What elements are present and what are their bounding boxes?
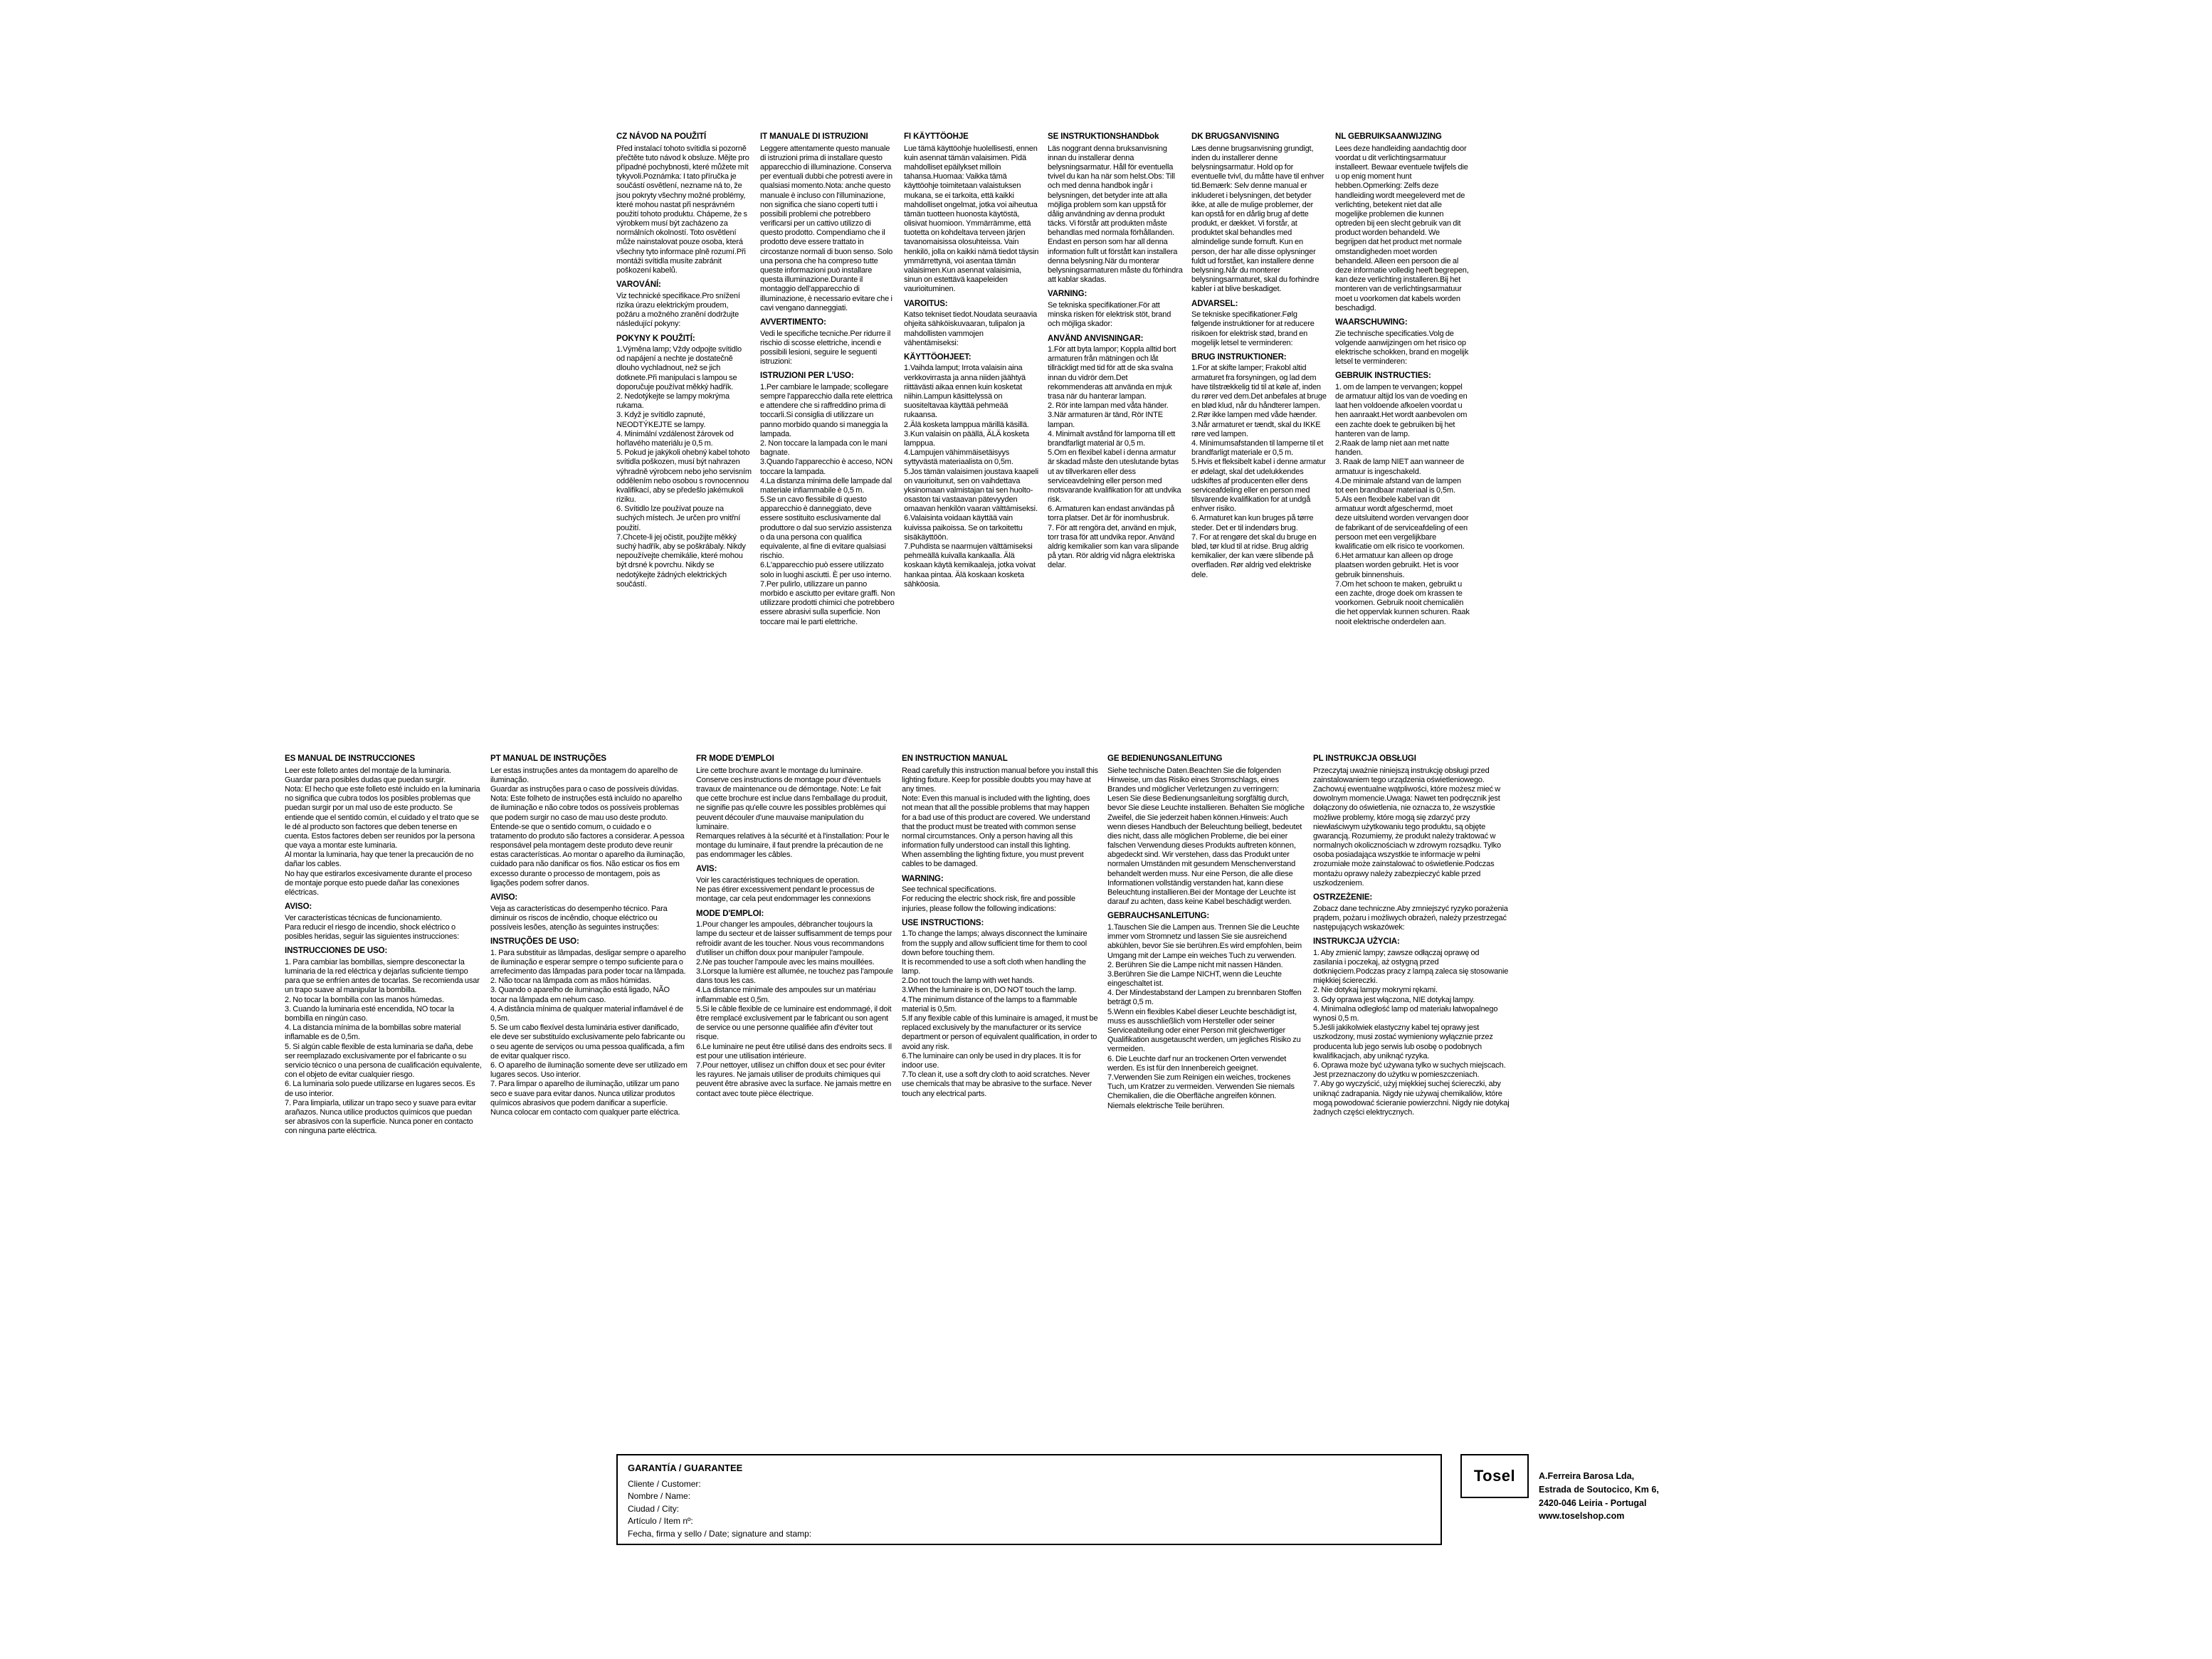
section-subheading: MODE D'EMPLOI: [696,909,764,918]
section-subheading: VARNING: [1048,290,1087,299]
section-subheading: GEBRUIK INSTRUCTIES: [1335,372,1431,381]
guarantee-box [616,1454,1442,1545]
section-subheading: VAROVÁNÍ: [616,280,661,290]
instruction-paragraph: 1. om de lampen te vervangen; koppel de armatuur altijd los van de voeding en laat hen voldoende afkoelen voordat u hen aanraakt.Het wordt aanbevolen om een zachte doek te gebruiken bij het hanteren van de lamp. 2.Raak de lamp niet aan met natte handen. 3. Raak de lamp NIET aan wanneer de armatuur is ingeschakeld. 4.De minimale afstand van de lampen tot een brandbaar materiaal is 0,5m. 5.Als een flexibele kabel van dit armatuur wordt afgeschermd, moet deze uitsluitend worden vervangen door de fabrikant of de serviceafdeling of een persoon met een vergelijkbare kwalificatie om elk risico te voorkomen. 6.Het armatuur kan alleen op droge plaatsen worden gebruikt. Het is voor gebruik binnenshuis. 7.Om het schoon te maken, gebruikt u een zachte, droge doek om krassen te voorkomen. Gebruik nooit chemicaliën die het oppervlak kunnen schuren. Raak nooit elektrische onderdelen aan. [1335,382,1470,626]
language-heading-fr: FR MODE D'EMPLOI [696,754,774,763]
section-subheading: AVISO: [490,893,518,902]
instruction-paragraph: 1.For at skifte lamper; Frakobl altid armaturet fra forsyningen, og lad dem have tilstrækkelig tid til at køle af, inden du rører ved dem.Det anbefales at bruge en blød klud, når du håndterer lampen. 2.Rør ikke lampen med våde hænder. 3.Når armaturet er tændt, skal du IKKE røre ved lampen. 4. Minimumsafstanden til lamperne til et brandfarligt materiale er 0,5 m. 5.Hvis et fleksibelt kabel i denne armatur er ødelagt, skal det udelukkendes udskiftes af producenten eller dens serviceafdeling eller en person med tilsvarende kvalifikation for at undgå enhver risiko. 6. Armaturet kan kun bruges på tørre steder. Det er til indendørs brug. 7. For at rengøre det skal du bruge en blød, tør klud til at ridse. Brug aldrig kemikalier, der kan være slibende på overfladen. Rør aldrig ved elektriske dele. [1191,364,1327,579]
instruction-paragraph: Leer este folleto antes del montaje de la luminaria. Guardar para posibles dudas que puedan surgir. Nota: El hecho que este folleto esté incluido en la luminaria no significa que cubra todos los posibles problemas que puedan surgir por un mal uso de este producto. Se entiende que el sentido común, el cuidado y el trato que se le dé al producto son factores que deben tenerse en cuenta. Estos factores deben ser reunidos por la persona que vaya a montar este luminaria. Al montar la luminaria, hay que tener la precaución de no dañar los cables. No hay que estirarlos excesivamente durante el proceso de montaje porque esto puede dañar las conexiones eléctricas. [285,766,480,897]
instruction-paragraph: 1. Para cambiar las bombillas, siempre desconectar la luminaria de la red eléctrica y dejarlas suficiente tiempo para que se enfríen antes de tocarlas. Se recomienda usar un trapo suave al manipular la bombilla. 2. No tocar la bombilla con las manos húmedas. 3. Cuando la luminaria esté encendida, NO tocar la bombilla en ningún caso. 4. La distancia mínima de la bombillas sobre material inflamable es de 0,5m. 5. Si algún cable flexible de esta luminaria se daña, debe ser reemplazado exclusivamente por el fabricante o su servicio técnico o una persona de cualificación equivalente, con el objeto de evitar cualquier riesgo. 6. La luminaria solo puede utilizarse en lugares secos. Es de uso interior. 7. Para limpiarla, utilizar un trapo seco y suave para evitar arañazos. Nunca utilice productos químicos que puedan ser abrasivos con la superficie. Nunca poner en contacto con ninguna parte eléctrica. [285,957,482,1136]
language-heading-dk: DK BRUGSANVISNING [1191,132,1280,141]
instruction-paragraph: Zie technische specificaties.Volg de volgende aanwijzingen om het risico op elektrische schokken, brand en mogelijk letsel te verminderen: [1335,329,1469,367]
instruction-paragraph: Voir les caractéristiques techniques de operation. Ne pas étirer excessivement pendant le processus de montage, car cela peut endommager les connexions [696,876,875,904]
language-heading-se: SE INSTRUKTIONSHANDbok [1048,132,1159,141]
language-columns-top [616,132,1627,627]
instruction-paragraph: Lesen Sie diese Bedienungsanleitung sorgfältig durch, bevor Sie diese Leuchte installieren. Behalten Sie mögliche Zweifel, die Sie jederzeit haben können.Hinweis: Auch wenn dieses Handbuch der Beleuchtung beiliegt, bedeutet dies nicht, dass alle möglichen Probleme, die bei einer falschen Verwendung dieses Produkts auftreten können, abgedeckt sind. Wir verstehen, dass das Produkt unter normalen Umständen mit gesundem Menschenverstand behandelt werden muss. Nur eine Person, die alle diese Informationen vollständig verstanden hat, kann diese Beleuchtung installieren.Bei der Montage der Leuchte ist darauf zu achten, dass keine Kabel beschädigt werden. [1107,794,1305,907]
instruction-paragraph: 1.To change the lamps; always disconnect the luminaire from the supply and allow sufficient time for them to cool down before touching them. It is recommended to use a soft cloth when handling the lamp. 2.Do not touch the lamp with wet hands. 3.When the luminaire is on, DO NOT touch the lamp. 4.The minimum distance of the lamps to a flammable material is 0,5m. 5.If any flexible cable of this luminaire is amaged, it must be replaced exclusively by the manufacturer or its service department or person of equivalent qualification, in order to avoid any risk. 6.The luminaire can only be used in dry places. It is for indoor use. 7.To clean it, use a soft dry cloth to aoid scratches. Never use chemicals that may be abrasive to the surface. Never touch any electrical parts. [902,929,1098,1098]
guarantee-field[interactable]: Nombre / Name: [628,1491,691,1502]
instruction-paragraph: 1.För att byta lampor; Koppla alltid bort armaturen från mätningen och låt tillräckligt med tid för att de ska svalna innan du vidrör dem.Det rekommenderas att använda en mjuk trasa när du hanterar lampan. 2. Rör inte lampan med våta händer. 3.När armaturen är tänd, Rör INTE lampan. 4. Minimalt avstånd för lamporna till ett brandfarligt material är 0,5 m. 5.Om en flexibel kabel i denna armatur är skadad måste den uteslutande bytas ut av tillverkaren eller dess serviceavdelning eller person med motsvarande kvalifikation för att undvika risk. 6. Armaturen kan endast användas på torra platser. Det är för inomhusbruk. 7. För att rengöra det, använd en mjuk, torr trasa för att undvika repor. Använd aldrig kemikalier som kan vara slipande på ytan. Rör aldrig vid några elektriska delar. [1048,345,1181,570]
language-column-it [760,132,904,627]
instruction-paragraph: Lire cette brochure avant le montage du luminaire. Conserve ces instructions de montage pour d'éventuels travaux de maintenance ou de démontage. Note: Le fait que cette brochure est inclue dans l'emballage du produit, ne signifie pas qu'elle couvre les possibles problèmes qui peuvent découler d'une mauvaise manipulation du luminaire. Remarques relatives à la sécurité et à l'installation: Pour le montage du luminaire, il faut prendre la précaution de ne pas endommager les câbles. [696,766,890,860]
instruction-paragraph: Se tekniska specifikationer.För att minska risken för elektrisk stöt, brand och möjliga skador: [1048,300,1171,329]
instruction-paragraph: Katso tekniset tiedot.Noudata seuraavia ohjeita sähköiskuvaaran, tulipalon ja mahdollisten vammojen vähentämiseksi: [904,310,1038,347]
brand-box [1460,1454,1795,1545]
instruction-paragraph: See technical specifications. For reducing the electric shock risk, fire and possible injuries, please follow the following indications: [902,885,1075,913]
language-heading-es: ES MANUAL DE INSTRUCCIONES [285,754,416,763]
section-subheading: INSTRUKCJA UŻYCIA: [1313,937,1400,947]
language-column-fi [904,132,1048,589]
section-subheading: INSTRUÇÕES DE USO: [490,937,579,947]
guarantee-field[interactable]: Fecha, firma y sello / Date; signature and stamp: [628,1528,812,1539]
section-subheading: AVISO: [285,902,312,912]
language-column-nl [1335,132,1479,627]
language-column-es [285,754,490,1136]
language-column-dk [1191,132,1335,580]
section-subheading: ADVARSEL: [1191,299,1238,308]
language-heading-fi: FI KÄYTTÖOHJE [904,132,969,141]
language-column-cz [616,132,760,589]
language-columns-bottom [285,754,1929,1136]
language-column-pt [490,754,696,1117]
instruction-paragraph: Veja as características do desempenho técnico. Para diminuir os riscos de incêndio, choque eléctrico ou possíveis lesões, atenção às seguintes instruções: [490,904,668,932]
section-subheading: ISTRUZIONI PER L'USO: [760,372,854,381]
section-subheading: WAARSCHUWING: [1335,317,1408,327]
section-subheading: BRUG INSTRUKTIONER: [1191,352,1287,362]
language-heading-it: IT MANUALE DI ISTRUZIONI [760,132,868,141]
language-column-fr [696,754,902,1099]
section-subheading: VAROITUS: [904,299,948,308]
instruction-paragraph: 1.Výměna lamp; Vždy odpojte svítidlo od napájení a nechte je dostatečně dlouho vychladnout, než se jich dotknete.Při manipulaci s lampou se doporučuje používat měkký hadřík. 2. Nedotýkejte se lampy mokrýma rukama. 3. Když je svítidlo zapnuté, NEODTÝKEJTE se lampy. 4. Minimální vzdálenost žárovek od hořlavého materiálu je 0,5 m. 5. Pokud je jakýkoli ohebný kabel tohoto svítidla poškozen, musí být nahrazen výhradně výrobcem nebo jeho servisním oddělením nebo osobou s rovnocennou kvalifikací, aby se předešlo jakémukoli riziku. 6. Svítidlo lze používat pouze na suchých místech. Je určen pro vnitřní použití. 7.Chcete-li jej očistit, použijte měkký suchý hadřík, aby se poškrábaly. Nikdy nepoužívejte chemikálie, které mohou být drsné k povrchu. Nikdy se nedotýkejte žádných elektrických součástí. [616,345,752,589]
instruction-paragraph: 1. Aby zmienić lampy; zawsze odłączaj oprawę od zasilania i poczekaj, aż ostygną przed dotknięciem.Podczas pracy z lampą zaleca się stosowanie miękkiej ściereczki. 2. Nie dotykaj lampy mokrymi rękami. 3. Gdy oprawa jest włączona, NIE dotykaj lampy. 4. Minimalna odległość lamp od materiału łatwopalnego wynosi 0,5 m. 5.Jeśli jakikolwiek elastyczny kabel tej oprawy jest uszkodzony, musi zostać wymieniony wyłącznie przez producenta lub jego serwis lub osobę o podobnych kwalifikacjach, aby uniknąć ryzyka. 6. Oprawa może być używana tylko w suchych miejscach. Jest przeznaczony do użytku w pomieszczeniach. 7. Aby go wyczyścić, użyj miękkiej suchej ściereczki, aby uniknąć zadrapania. Nigdy nie używaj chemikaliów, które mogą powodować ścieranie powierzchni. Nigdy nie dotykaj żadnych części elektrycznych. [1313,948,1510,1117]
guarantee-field[interactable]: Artículo / Item nº: [628,1516,693,1527]
instruction-paragraph: Siehe technische Daten.Beachten Sie die folgenden Hinweise, um das Risiko eines Stromschlags, eines Brandes und möglicher Verletzungen zu verringern: [1107,766,1281,794]
instruction-paragraph: 1.Vaihda lamput; Irrota valaisin aina verkkovirrasta ja anna niiden jäähtyä riittävästi aikaa ennen kuin kosketat niihin.Lampun käsittelyssä on suositeltavaa käyttää pehmeää rukaansa. 2.Älä kosketa lamppua märillä käsillä. 3.Kun valaisin on päällä, ÄLÄ kosketa lamppua. 4.Lampujen vähimmäisetäisyys syttyvästä materiaalista on 0,5m. 5.Jos tämän valaisimen joustava kaapeli on vaurioitunut, sen on vaihdettava yksinomaan valmistajan tai sen huolto-osaston tai vastaavan pätevyyden omaavan henkilön vaaran välttämiseksi. 6.Valaisinta voidaan käyttää vain kuivissa paikoissa. Se on tarkoitettu sisäkäyttöön. 7.Puhdista se naarmujen välttämiseksi pehmeällä kuivalla kankaalla. Älä koskaan käytä kemikaaleja, jotka voivat hankaa pintaa. Älä koskaan kosketa sähköosia. [904,364,1039,589]
instruction-paragraph: Read carefully this instruction manual before you install this lighting fixture. Keep for possible doubts you may have at any times. Note: Even this manual is included with the lighting, does not mean that all the possible problems that may happen for a bad use of this product are covered. We understand that the product must be treated with common sense normal circumstances. Only a person having all this information fully understood can install this lighting. When assembling the lighting fixture, you must prevent cables to be damaged. [902,766,1098,869]
language-column-se [1048,132,1191,571]
section-subheading: ANVÄND ANVISNINGAR: [1048,334,1144,343]
tosel-logo: Tosel [1460,1454,1529,1498]
instruction-paragraph: Lees deze handleiding aandachtig door voordat u dit verlichtingsarmatuur installeert. Bewaar eventuele twijfels die u op enig moment hunt hebben.Opmerking: Zelfs deze handleiding wordt meegeleverd met de verlichting, betekent niet dat alle mogelijke problemen die kunnen optreden bij een slecht gebruik van dit product worden behandeld. We begrijpen dat het product met normale omstandigheden moet worden behandeld. Alleen een persoon die al deze informatie volledig heeft begrepen, kan deze verlichting installeren.Bij het monteren van de verlichtingsarmatuur moet u voorkomen dat kabels worden beschadigd. [1335,144,1469,312]
instruction-paragraph: Lue tämä käyttöohje huolellisesti, ennen kuin asennat tämän valaisimen. Pidä mahdolliset epäilykset milloin tahansa.Huomaa: Vaikka tämä käyttöohje toimitetaan valaistuksen mukana, se ei tarkoita, että kaikki mahdolliset ongelmat, jotka voi aiheutua tämän tuotteen huonosta käytöstä, olisivat huomioon. Ymmärrämme, että tuotetta on kohdeltava terveen järjen tavanomaisissa olosuhteissa. Vain henkilö, jolla on kaikki nämä tiedot täysin ymmärrettynä, voi asentaa tämän valaisimen.Kun asennat valaisimia, sinun on estettävä kaapeleiden vaurioituminen. [904,144,1039,294]
guarantee-field[interactable]: Ciudad / City: [628,1503,680,1514]
instruction-paragraph: Viz technické specifikace.Pro snížení rizika úrazu elektrickým proudem, požáru a možného zranění dodržujte následující pokyny: [616,291,740,329]
instruction-paragraph: Przeczytaj uważnie niniejszą instrukcję obsługi przed zainstalowaniem tego urządzenia oświetleniowego. Zachowuj ewentualne wątpliwości, które możesz mieć w dowolnym momencie.Uwaga: Nawet ten podręcznik jest dołączony do oświetlenia, nie oznacza to, że wszystkie możliwe problemy, które mogą się zdarzyć przy niewłaściwym użytkowaniu tego produktu, są objęte gwarancją. Rozumiemy, że produkt należy traktować w normalnych okolicznościach w zdrowym rozsądku. Tylko osoba posiadająca wszystkie te informacje w pełni zrozumiałe może zainstalować to oświetlenie.Podczas montażu oprawy należy zabezpieczyć kable przed uszkodzeniem. [1313,766,1501,888]
language-heading-pt: PT MANUAL DE INSTRUÇÕES [490,754,606,763]
instruction-paragraph: 1.Pour changer les ampoules, débrancher toujours la lampe du secteur et de laisser suffisamment de temps pour refroidir avant de les toucher. Nous vous recommandons d'utiliser un chiffon doux pour manipuler l'ampoule. 2.Ne pas toucher l'ampoule avec les mains mouillées. 3.Lorsque la lumière est allumée, ne touchez pas l'ampoule dans tous les cas. 4.La distance minimale des ampoules sur un matériau inflammable est 0,5m. 5.Si le câble flexible de ce luminaire est endommagé, il doit être remplacé exclusivement par le fabricant ou son agent de service ou une personne qualifiée afin d'éviter tout risque. 6.Le luminaire ne peut être utilisé dans des endroits secs. Il est pour une utilisation intérieure. 7.Pour nettoyer, utilisez un chiffon doux et sec pour éviter les rayures. Ne jamais utiliser de produits chimiques qui peuvent être abrasive avec la surface. Ne jamais mettre en contact avec toute pièce électrique. [696,920,893,1098]
instruction-paragraph: Před instalací tohoto svítidla si pozorně přečtěte tuto návod k obsluze. Mějte pro případné pochybnosti, které můžete mít tykyvoli.Poznámka: I tato příručka je součástí osvětlení, nezname ná to, že jsou pokryty všechny možné problémy, které mohou nastat při nesprávném použití tohoto produktu. Chápeme, že s výrobkem musí být zacházeno za normálních okolností. Toto osvětlení může nainstalovat pouze osoba, která všechny tyto informace plně rozumí.Při montáži svítidla musíte zabránit poškození kabelů. [616,144,749,275]
instruction-paragraph: 1.Tauschen Sie die Lampen aus. Trennen Sie die Leuchte immer vom Stromnetz und lassen Sie sie ausreichend abkühlen, bevor Sie sie berühren.Es wird empfohlen, beim Umgang mit der Lampe ein weiches Tuch zu verwenden. 2. Berühren Sie die Lampe nicht mit nassen Händen. 3.Berühren Sie die Lampe NICHT, wenn die Leuchte eingeschaltet ist. 4. Der Mindestabstand der Lampen zu brennbaren Stoffen beträgt 0,5 m. 5.Wenn ein flexibles Kabel dieser Leuchte beschädigt ist, muss es ausschließlich vom Hersteller oder seiner Serviceabteilung oder einer Person mit gleichwertiger Qualifikation ausgetauscht werden, um jegliches Risiko zu vermeiden. 6. Die Leuchte darf nur an trockenen Orten verwendet werden. Es ist für den Innenbereich geeignet. 7.Verwenden Sie zum Reinigen ein weiches, trockenes Tuch, um Kratzer zu vermeiden. Verwenden Sie niemals Chemikalien, die die Oberfläche angreifen können. Niemals elektrische Teile berühren. [1107,922,1302,1110]
brand-address [1539,1454,1659,1523]
instruction-paragraph: Leggere attentamente questo manuale di istruzioni prima di installare questo apparecchio di illuminazione. Conserva per eventuali dubbi che potresti avere in qualsiasi momento.Nota: anche questo manuale è incluso con l'illuminazione, non significa che siano coperti tutti i possibili problemi che potrebbero verificarsi per un cattivo utilizzo di questo prodotto. Compendiamo che il prodotto deve essere trattato in circostanze normali di buon senso. Solo una persona che ha compreso tutte queste informazioni può installare questa illuminazione.Durante il montaggio dell'apparecchio di illuminazione, è necessario evitare che i cavi vengano danneggiati. [760,144,893,312]
section-subheading: AVIS: [696,865,717,874]
instruction-paragraph: Vedi le specifiche tecniche.Per ridurre il rischio di scosse elettriche, incendi e possibili lesioni, seguire le seguenti istruzioni: [760,329,891,367]
language-column-ge [1107,754,1313,1111]
section-subheading: OSTRZEŻENIE: [1313,893,1373,902]
section-subheading: KÄYTTÖOHJEET: [904,352,971,362]
language-heading-cz: CZ NÁVOD NA POUŽITÍ [616,132,707,141]
brand-address-line: 2420-046 Leiria - Portugal [1539,1497,1647,1508]
section-subheading: WARNING: [902,874,944,883]
instruction-paragraph: Ver características técnicas de funcionamiento. Para reducir el riesgo de incendio, shock eléctrico o posibles heridas, seguir las siguientes instrucciones: [285,913,459,942]
guarantee-field[interactable]: Cliente / Customer: [628,1479,701,1489]
language-heading-ge: GE BEDIENUNGSANLEITUNG [1107,754,1223,763]
section-subheading: GEBRAUCHSANLEITUNG: [1107,912,1210,921]
instruction-paragraph: Läs noggrant denna bruksanvisning innan du installerar denna belysningsarmatur. Håll för eventuella tvivel du kan ha när som helst.Obs: Till och med denna handbok ingår i belysningen, det betyder inte att alla möjliga problem som kan uppstå för dålig användning av denna produkt täcks. Vi förstår att produkten måste behandlas med normala förhållanden. Endast en person som har all denna information fullt ut förstått kan installera denna belysning.När du monterar belysningsarmaturen måste du förhindra att kablar skadas. [1048,144,1183,285]
brand-address-line: Estrada de Soutocico, Km 6, [1539,1484,1659,1495]
guarantee-fields [628,1478,1431,1540]
language-heading-en: EN INSTRUCTION MANUAL [902,754,1008,763]
language-column-pl [1313,754,1519,1117]
language-heading-nl: NL GEBRUIKSAANWIJZING [1335,132,1442,141]
language-column-en [902,754,1107,1099]
instruction-paragraph: 1. Para substituir as lâmpadas, desligar sempre o aparelho de iluminação e esperar sempre o tempo suficiente para o arrefecimento das lâmpadas para poder tocar na lâmpada. 2. Não tocar na lâmpada com as mãos húmidas. 3. Quando o aparelho de iluminação está ligado, NÃO tocar na lâmpada em nehum caso. 4. A distância mínima de qualquer material inflamável é de 0,5m. 5. Se um cabo flexível desta luminária estiver danificado, ele deve ser substituído exclusivamente pelo fabricante ou o seu agente de serviços ou uma pessoa qualificada, a fim de evitar qualquer risco. 6. O aparelho de iluminação somente deve ser utilizado em lugares secos. Uso interior. 7. Para limpar o aparelho de iluminação, utilizar um pano seco e suave para evitar danos. Nunca utilizar produtos químicos abrasivos que podem danificar a superfície. Nunca colocar em contacto com qualquer parte eléctrica. [490,948,688,1117]
instruction-paragraph: Ler estas instruções antes da montagem do aparelho de iluminação. Guardar as instruções para o caso de possíveis dúvidas. Nota: Este folheto de instruções está incluído no aparelho de iluminação e não cobre todos os possíveis problemas que podem surgir no caso de mau uso deste produto. Entende-se que o sentido comum, o cuidado e o tratamento do produto são factores a considerar. A pessoa responsável pela montagem deste produto deve reunir estas características. Ao montar o aparelho da iluminação, cuidado para não danificar os fios. Não esticar os fios em excesso durante o processo de montagem, pois as ligações podem sofrer danos. [490,766,685,888]
language-heading-pl: PL INSTRUKCJA OBSŁUGI [1313,754,1416,763]
instruction-paragraph: Se tekniske specifikationer.Følg følgende instruktioner for at reducere risikoen for elektrisk stød, brand en mogelijk letsel te verminderen: [1191,310,1315,347]
instruction-paragraph: Læs denne brugsanvisning grundigt, inden du installerer denne belysningsarmatur. Hold op for eventuelle tvivl, du måtte have til enhver tid.Bemærk: Selv denne manual er inkluderet i belysningen, det betyder ikke, at alle de mulige problemer, der kan opstå for en dårlig brug af dette produkt, er dækket. Vi forstår, at produktet skal behandles med almindelige sunde fornuft. Kun en person, der har alle disse oplysninger fuldt ud forstået, kan installere denne belysning.Når du monterer belysningsarmaturet, skal du forhindre kabler i at blive beskadiget. [1191,144,1324,294]
guarantee-title: GARANTÍA / GUARANTEE [628,1463,743,1473]
brand-address-line: A.Ferreira Barosa Lda, [1539,1471,1635,1481]
instruction-paragraph: Zobacz dane techniczne.Aby zmniejszyć ryzyko porażenia prądem, pożaru i możliwych obrażeń, należy przestrzegać następujących wskazówek: [1313,904,1508,932]
instruction-paragraph: 1.Per cambiare le lampade; scollegare sempre l'apparecchio dalla rete elettrica e attendere che si raffreddino prima di toccarli.Si consiglia di utilizzare un panno morbido quando si maneggia la lampada. 2. Non toccare la lampada con le mani bagnate. 3.Quando l'apparecchio è acceso, NON toccare la lampada. 4.La distanza minima delle lampade dal materiale infiammabile è 0,5 m. 5.Se un cavo flessibile di questo apparecchio è danneggiato, deve essere sostituito esclusivamente dal produttore o dal suo servizio assistenza o da una persona con qualifica equivalente, al fine di evitare qualsiasi rischio. 6.L'apparecchio può essere utilizzato solo in luoghi asciutti. È per uso interno. 7.Per pulirlo, utilizzare un panno morbido e asciutto per evitare graffi. Non utilizzare prodotti chimici che potrebbero essere abrasivi sulla superficie. Non toccare mai le parti elettriche. [760,382,895,626]
brand-website[interactable]: www.toselshop.com [1539,1511,1625,1522]
section-subheading: INSTRUCCIONES DE USO: [285,947,388,956]
section-subheading: USE INSTRUCTIONS: [902,918,984,927]
section-subheading: POKYNY K POUŽITÍ: [616,334,695,343]
section-subheading: AVVERTIMENTO: [760,317,826,327]
